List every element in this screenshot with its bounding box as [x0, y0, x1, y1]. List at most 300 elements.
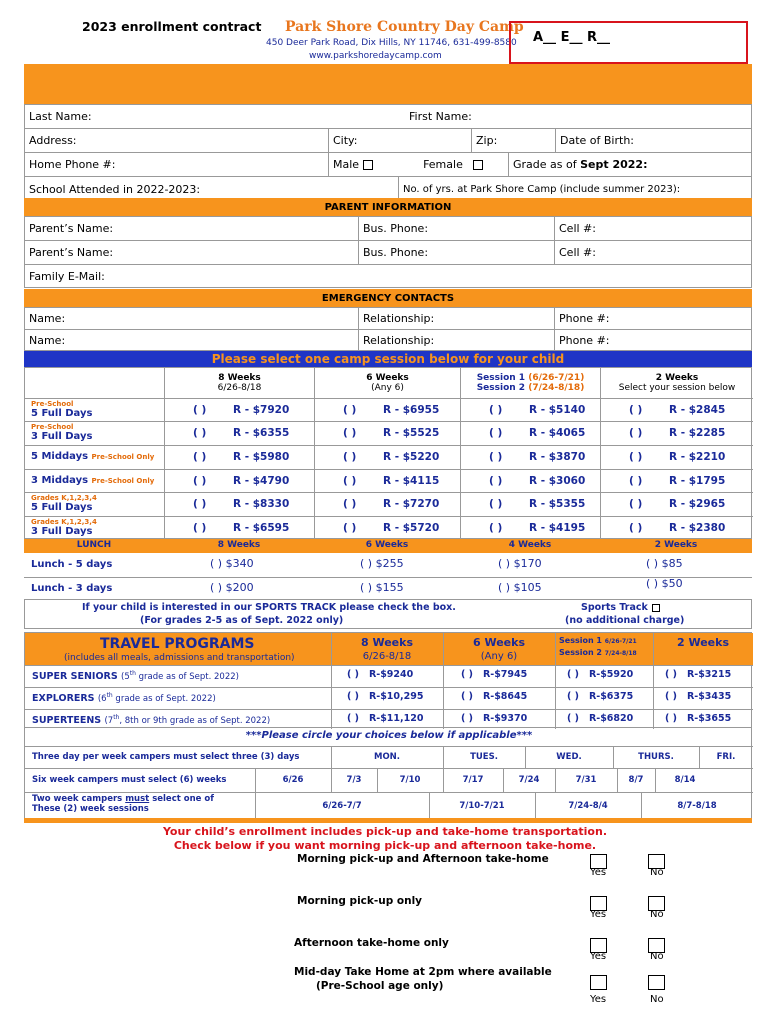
travel-grade-sup: th [129, 670, 136, 677]
travel-col-2: 2 Weeks [676, 636, 729, 649]
travel-paren[interactable]: ( ) [665, 691, 677, 702]
two-week-option[interactable] [429, 801, 535, 811]
transport-option-text: Morning pick-up and Afternoon take-home [297, 853, 549, 865]
row-pre: Pre-School [31, 399, 74, 408]
session-price-cell[interactable] [315, 469, 461, 492]
lunch-col-4: 4 Weeks [508, 540, 552, 550]
travel-price-option[interactable] [347, 691, 423, 702]
two-week-label-c: These (2) week sessions [32, 804, 149, 815]
lunch-paren[interactable]: ( ) [360, 581, 373, 594]
lunch-paren[interactable]: ( ) [646, 577, 659, 590]
week-label: 7/3 [346, 775, 362, 785]
session-price: R - $4790 [233, 474, 290, 487]
travel-price-option[interactable] [665, 691, 731, 702]
travel-paren[interactable]: ( ) [567, 691, 579, 702]
session-price: R - $2210 [669, 451, 726, 463]
sports-box [24, 599, 752, 629]
select-paren[interactable]: ( ) [193, 403, 207, 416]
select-paren[interactable]: ( ) [489, 427, 503, 439]
lunch-3-option[interactable] [646, 577, 683, 590]
select-paren[interactable]: ( ) [343, 451, 357, 463]
transport-no-checkbox[interactable] [648, 975, 665, 990]
sports-line2: (For grades 2-5 as of Sept. 2022 only) [140, 615, 344, 626]
male-label: Male [333, 158, 360, 171]
session-price-cell[interactable] [315, 492, 461, 516]
travel-price: R-$6375 [588, 691, 634, 702]
two-week-option[interactable] [255, 801, 429, 811]
lunch-paren[interactable]: ( ) [210, 557, 223, 570]
row-label: 5 Full Days [31, 407, 93, 419]
two-week-label: 7/10-7/21 [459, 801, 505, 811]
first-name-field[interactable] [405, 105, 753, 128]
week-label: 8/7 [628, 775, 644, 785]
week-option[interactable] [377, 775, 443, 785]
last-name-label: Last Name: [29, 110, 92, 123]
transport-option-label [294, 937, 449, 949]
day-option[interactable] [613, 752, 699, 762]
two-week-must: must [125, 794, 150, 804]
session-price: R - $5720 [383, 521, 440, 534]
lunch-price: $155 [375, 581, 404, 594]
select-paren[interactable]: ( ) [489, 403, 503, 416]
emergency1-rel-field[interactable] [359, 308, 555, 329]
session2-dates: (7/24-8/18) [528, 383, 585, 393]
lunch-col-2: 2 Weeks [654, 540, 698, 550]
select-paren[interactable]: ( ) [489, 474, 503, 487]
day-label: TUES. [470, 752, 498, 762]
row-pre: Grades K,1,2,3,4 [31, 517, 97, 526]
parent-info-grid [24, 216, 752, 288]
session-price-cell[interactable] [315, 445, 461, 469]
travel-paren[interactable]: ( ) [461, 691, 473, 702]
travel-paren[interactable]: ( ) [567, 669, 579, 680]
city-field[interactable] [329, 129, 472, 152]
parent2-bus-field[interactable] [359, 241, 555, 264]
session-price-cell[interactable] [165, 445, 315, 469]
grade-field[interactable] [509, 153, 753, 176]
dob-field[interactable] [556, 129, 753, 152]
lunch-paren[interactable]: ( ) [646, 557, 659, 570]
select-paren[interactable]: ( ) [489, 521, 503, 534]
day-label: MON. [373, 752, 401, 762]
week-label: 7/10 [399, 775, 421, 785]
emergency1-name-label: Name: [29, 312, 66, 325]
session-price-cell[interactable] [461, 516, 601, 539]
week-option[interactable] [617, 775, 655, 785]
camp-website[interactable]: www.parkshoredaycamp.com [309, 51, 442, 61]
week-option[interactable] [503, 775, 555, 785]
travel-paren[interactable]: ( ) [461, 669, 473, 680]
lunch-5-label: Lunch - 5 days [31, 559, 113, 570]
travel-paren[interactable]: ( ) [347, 669, 359, 680]
session-price: R - $3060 [529, 474, 586, 487]
col-8-weeks-title: 8 Weeks [218, 372, 261, 383]
session-price-cell[interactable] [461, 421, 601, 445]
parent1-cell-label: Cell #: [559, 222, 596, 235]
yes-label: Yes [590, 909, 607, 920]
male-checkbox[interactable] [363, 160, 373, 170]
emergency2-name-label: Name: [29, 333, 66, 347]
travel-price: R-$9240 [368, 669, 414, 680]
sports-track-note: (no additional charge) [565, 615, 685, 626]
col-2-weeks-title: 2 Weeks [655, 372, 699, 383]
yes-label: Yes [590, 994, 607, 1005]
travel-price: R-$7945 [482, 669, 528, 680]
select-paren[interactable]: ( ) [629, 403, 643, 416]
travel-table [24, 632, 752, 728]
session-price: R - $1795 [669, 474, 726, 487]
camp-name: Park Shore Country Day Camp [285, 19, 524, 35]
session-price: R - $5980 [233, 451, 290, 463]
week-option[interactable] [331, 775, 377, 785]
home-phone-field[interactable] [25, 153, 329, 176]
travel-program-name: EXPLORERS [32, 692, 95, 704]
grade-date: Sept 2022: [580, 158, 648, 171]
lunch-header: LUNCH [76, 540, 112, 550]
select-paren[interactable]: ( ) [343, 498, 357, 510]
session-price-cell[interactable] [601, 492, 753, 516]
week-label: 7/17 [462, 775, 484, 785]
lunch-price: $50 [661, 577, 683, 590]
no-label: No [650, 994, 664, 1005]
address-field[interactable] [25, 129, 329, 152]
home-phone-label: Home Phone #: [29, 158, 116, 171]
session-price-cell[interactable] [165, 469, 315, 492]
session-price: R - $7270 [383, 498, 440, 510]
transport-yes-checkbox[interactable] [590, 975, 607, 990]
week-option[interactable] [655, 775, 715, 785]
lunch-3-option[interactable] [360, 581, 404, 594]
lunch-paren[interactable]: ( ) [498, 557, 511, 570]
select-paren[interactable]: ( ) [193, 427, 207, 439]
travel-price: R-$10,295 [368, 691, 424, 702]
session-price-cell[interactable] [165, 492, 315, 516]
week-label: 8/14 [674, 775, 696, 785]
week-option[interactable] [443, 775, 503, 785]
row-label: 3 Full Days [31, 525, 93, 537]
choices-header: ***Please circle your choices below if applicable*** [245, 730, 533, 741]
session-price-cell[interactable] [461, 469, 601, 492]
travel-session2-dates: 7/24-8/18 [604, 650, 637, 657]
travel-paren[interactable]: ( ) [347, 691, 359, 702]
session-row-label [25, 469, 165, 492]
no-label: No [650, 909, 664, 920]
row-pre: Grades K,1,2,3,4 [31, 494, 97, 503]
lunch-5-option[interactable] [360, 557, 404, 570]
parent2-name-field[interactable] [25, 241, 359, 264]
emergency1-phone-label: Phone #: [559, 312, 610, 325]
select-paren[interactable]: ( ) [193, 451, 207, 463]
select-paren[interactable]: ( ) [489, 451, 503, 463]
lunch-paren[interactable]: ( ) [210, 581, 223, 594]
col-2-weeks-sub: Select your session below [618, 383, 736, 393]
travel-program-name: SUPERTEENS [32, 714, 102, 726]
parent1-bus-label: Bus. Phone: [363, 222, 429, 235]
lunch-3-option[interactable] [210, 581, 254, 594]
session-price: R - $7920 [233, 403, 290, 416]
session-price-cell[interactable] [461, 445, 601, 469]
emergency2-phone-field[interactable] [555, 330, 753, 350]
travel-col-6: 6 Weeks [472, 636, 525, 649]
travel-paren[interactable]: ( ) [567, 713, 579, 724]
last-name-field[interactable] [25, 105, 405, 128]
emergency1-rel-label: Relationship: [363, 312, 435, 325]
lunch-paren[interactable]: ( ) [498, 581, 511, 594]
session-price-cell[interactable] [601, 469, 753, 492]
col-6-weeks-title: 6 Weeks [366, 372, 409, 383]
address-label: Address: [29, 134, 77, 147]
emergency2-rel-label: Relationship: [363, 333, 435, 347]
city-label: City: [333, 134, 358, 147]
session-row-label [25, 492, 165, 516]
select-paren[interactable]: ( ) [193, 521, 207, 534]
parent-info-header: PARENT INFORMATION [24, 198, 752, 216]
select-paren[interactable]: ( ) [629, 498, 643, 510]
travel-col-6-sub: (Any 6) [480, 651, 518, 662]
session-price-cell[interactable] [315, 421, 461, 445]
session-price-cell[interactable] [165, 516, 315, 539]
session-price-cell[interactable] [165, 398, 315, 421]
sports-track-checkbox[interactable] [652, 604, 660, 612]
lunch-paren[interactable]: ( ) [360, 557, 373, 570]
session-banner: Please select one camp session below for your child [24, 351, 752, 367]
lunch-5-option[interactable] [498, 557, 542, 570]
travel-price-option[interactable] [461, 669, 527, 680]
select-paren[interactable]: ( ) [193, 498, 207, 510]
parent2-name-label: Parent’s Name: [29, 246, 114, 259]
travel-price-option[interactable] [347, 669, 413, 680]
row-label: 3 Full Days [31, 431, 93, 443]
session-price-cell[interactable] [461, 492, 601, 516]
select-paren[interactable]: ( ) [343, 403, 357, 416]
row-label: 5 Full Days [31, 502, 93, 514]
travel-price: R-$8645 [482, 691, 528, 702]
emergency-header: EMERGENCY CONTACTS [24, 289, 752, 307]
session-row-label [25, 445, 165, 469]
lunch-price: $170 [513, 557, 542, 570]
parent1-cell-field[interactable] [555, 217, 753, 240]
travel-price: R-$6820 [588, 713, 634, 724]
session-row-label [25, 421, 165, 445]
emergency1-name-field[interactable] [25, 308, 359, 329]
col-8-weeks-sub: 6/26-8/18 [217, 383, 262, 393]
day-option[interactable] [525, 752, 613, 762]
select-paren[interactable]: ( ) [193, 474, 207, 487]
preschool-only-note: (Pre-School age only) [316, 980, 444, 992]
lunch-table [24, 539, 752, 599]
session-price-cell[interactable] [601, 516, 753, 539]
day-option[interactable] [443, 752, 525, 762]
col-4-weeks [461, 368, 601, 398]
travel-title: TRAVEL PROGRAMS [100, 636, 255, 652]
travel-subtitle: (includes all meals, admissions and transportation) [64, 653, 295, 663]
travel-session1-dates: 6/26-7/21 [604, 638, 637, 645]
emergency2-rel-field[interactable] [359, 330, 555, 350]
session-row-label [25, 516, 165, 539]
two-week-option[interactable] [641, 801, 753, 811]
yes-label: Yes [590, 867, 607, 878]
travel-price-option[interactable] [567, 713, 633, 724]
select-paren[interactable]: ( ) [629, 451, 643, 463]
two-week-label-a: Two week campers [32, 794, 126, 804]
choices-table [24, 728, 752, 822]
female-label: Female [423, 158, 463, 171]
row-label: 3 Middays [31, 474, 89, 486]
session-price: R - $8330 [233, 498, 290, 510]
emergency2-name-field[interactable] [25, 330, 359, 350]
select-paren[interactable]: ( ) [343, 521, 357, 534]
session1-dates: (6/26-7/21) [528, 372, 585, 383]
day-label: WED. [556, 752, 582, 762]
session-price-cell[interactable] [461, 398, 601, 421]
session-price: R - $5355 [529, 498, 586, 510]
travel-row-label [32, 670, 239, 682]
row-note: Pre-School Only [91, 453, 155, 462]
aer-code: A__ E__ R__ [533, 30, 611, 45]
parent1-name-label: Parent’s Name: [29, 222, 114, 235]
travel-price: R-$5920 [588, 669, 634, 680]
travel-price: R-$9370 [482, 713, 528, 724]
travel-grade-b: grade as of Sept. 2022) [135, 671, 239, 682]
sports-line1: If your child is interested in our SPORTS TRACK please check the box. [82, 602, 456, 613]
transport-option-label [294, 966, 552, 978]
col-6-weeks-sub: (Any 6) [371, 383, 404, 393]
session-price-cell[interactable] [601, 398, 753, 421]
six-week-label: Six week campers must select (6) weeks [32, 775, 227, 785]
session-price: R - $6355 [233, 427, 290, 439]
day-label: FRI. [716, 752, 736, 762]
session-price: R - $3870 [529, 451, 586, 463]
contract-title: 2023 enrollment contract [82, 19, 262, 34]
three-day-label: Three day per week campers must select three (3) days [32, 752, 300, 762]
travel-paren[interactable]: ( ) [665, 669, 677, 680]
zip-label: Zip: [476, 134, 498, 147]
email-label: Family E-Mail: [29, 269, 105, 283]
travel-grade-a: (6 [97, 693, 107, 704]
school-label: School Attended in 2022-2023: [29, 182, 201, 196]
travel-price-option[interactable] [567, 669, 633, 680]
row-note: Pre-School Only [91, 476, 155, 485]
camp-address: 450 Deer Park Road, Dix Hills, NY 11746, 631-499-8580 [266, 38, 517, 48]
session-price: R - $6595 [233, 521, 290, 534]
office-use-box [509, 21, 748, 64]
select-paren[interactable]: ( ) [629, 427, 643, 439]
zip-field[interactable] [472, 129, 556, 152]
travel-price-option[interactable] [347, 713, 423, 724]
emergency1-phone-field[interactable] [555, 308, 753, 329]
travel-row-label [32, 692, 216, 704]
two-week-label-b: select one of [149, 794, 214, 804]
session-price: R - $5525 [383, 427, 440, 439]
transport-option-label [297, 853, 549, 865]
lunch-price: $105 [513, 581, 542, 594]
travel-grade-sup: th [113, 714, 120, 721]
parent1-bus-field[interactable] [359, 217, 555, 240]
day-label: THURS. [638, 752, 674, 762]
travel-paren[interactable]: ( ) [665, 713, 677, 724]
session-price-cell[interactable] [315, 398, 461, 421]
two-week-option[interactable] [535, 801, 641, 811]
travel-grade-sup: th [106, 692, 113, 699]
week-option[interactable] [255, 775, 331, 785]
session-price: R - $2845 [669, 403, 726, 416]
years-label: No. of yrs. at Park Shore Camp (include summer 2023): [403, 183, 681, 195]
select-paren[interactable]: ( ) [629, 474, 643, 487]
personal-info-grid [24, 104, 752, 202]
sports-track-label: Sports Track [581, 602, 648, 613]
col-2-weeks [601, 368, 753, 398]
travel-grade-b: grade as of Sept. 2022) [112, 693, 216, 704]
session-price: R - $2380 [669, 521, 726, 534]
parent2-cell-field[interactable] [555, 241, 753, 264]
week-option[interactable] [555, 775, 617, 785]
travel-price-option[interactable] [665, 713, 731, 724]
lunch-3-option[interactable] [498, 581, 542, 594]
no-label: No [650, 867, 664, 878]
travel-paren[interactable]: ( ) [461, 713, 473, 724]
lunch-price: $85 [661, 557, 683, 570]
travel-session2 [559, 648, 637, 657]
travel-grade-a: (5 [121, 671, 130, 682]
session-price: R - $4115 [383, 474, 440, 487]
col-8-weeks [165, 368, 315, 398]
day-option[interactable] [331, 752, 443, 762]
select-paren[interactable]: ( ) [343, 427, 357, 439]
select-paren[interactable]: ( ) [489, 498, 503, 510]
session-price-cell[interactable] [315, 516, 461, 539]
travel-price-option[interactable] [461, 691, 527, 702]
session-price: R - $5220 [383, 451, 440, 463]
travel-price-option[interactable] [665, 669, 731, 680]
travel-price-option[interactable] [461, 713, 527, 724]
travel-program-name: SUPER SENIORS [32, 670, 118, 682]
first-name-label: First Name: [409, 110, 472, 123]
row-pre: Pre-School [31, 423, 74, 432]
travel-session1-title: Session 1 [559, 636, 602, 645]
travel-session1 [559, 636, 637, 645]
emergency2-phone-label: Phone #: [559, 333, 610, 347]
session-corner [25, 368, 165, 398]
parent2-bus-label: Bus. Phone: [363, 246, 429, 259]
lunch-3-label: Lunch - 3 days [31, 583, 113, 594]
col-6-weeks [315, 368, 461, 398]
email-field[interactable] [25, 265, 753, 287]
travel-col-8: 8 Weeks [360, 636, 413, 649]
travel-paren[interactable]: ( ) [347, 713, 359, 724]
session-price-cell[interactable] [601, 445, 753, 469]
yes-label: Yes [590, 951, 607, 962]
travel-price: R-$3215 [686, 669, 732, 680]
parent2-cell-label: Cell #: [559, 246, 596, 259]
grade-label: Grade as of [513, 158, 577, 171]
travel-price: R-$11,120 [368, 713, 424, 724]
female-checkbox[interactable] [473, 160, 483, 170]
day-option[interactable] [699, 752, 753, 762]
travel-price-option[interactable] [567, 691, 633, 702]
session-price-cell[interactable] [165, 421, 315, 445]
select-paren[interactable]: ( ) [629, 521, 643, 534]
session-price-cell[interactable] [601, 421, 753, 445]
transport-option-text: Morning pick-up only [297, 895, 423, 907]
select-paren[interactable]: ( ) [343, 474, 357, 487]
dob-label: Date of Birth: [560, 134, 635, 147]
session-price: R - $5140 [529, 403, 586, 416]
parent1-name-field[interactable] [25, 217, 359, 240]
lunch-5-option[interactable] [646, 557, 683, 570]
travel-price: R-$3435 [686, 691, 732, 702]
lunch-price: $340 [225, 557, 254, 570]
lunch-5-option[interactable] [210, 557, 254, 570]
